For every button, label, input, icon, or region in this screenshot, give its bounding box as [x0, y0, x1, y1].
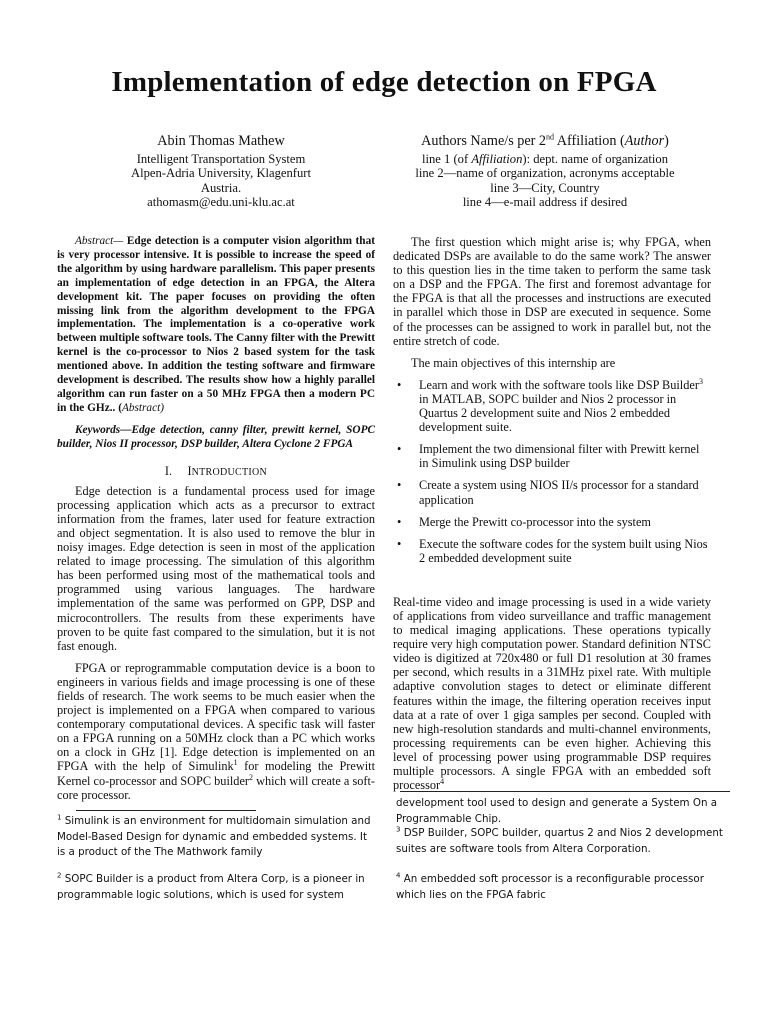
fpga-question-paragraph: The first question which might arise is; why FPGA, when dedicated DSPs are available to do the same work? The answer to this question lies in the time taken to perform the same task on a DSP and the FPGA. The first and foremost advantage for the FPGA is that all the processes and instructions are executed in parallel which those in DSP are executed in sequence. Some of the processes can be assigned to work in parallel but, not the entire stretch of code. [393, 235, 711, 348]
section-heading-introduction: I. INTRODUCTION [164, 463, 268, 478]
paper-title: Implementation of edge detection on FPGA [111, 66, 657, 98]
realtime-video-paragraph: Real-time video and image processing is used in a wide variety of applications from video surveillance and traffic management to medical imaging applications. These operations typically require very high computation power. Standard definition NTSC video is digitized at 720x480 or full D1 resolution at 30 frames per second, which results in a 31MHz pixel rate. With multiple adaptive convolution stages to detect or eliminate different features within the image, the filtering operation receives input data at a rate of over 1 giga samples per second. Coupled with new high-resolution standards and multi-channel environments, processing requirements can be even higher. Achieving this level of processing power using programmable DSP requires multiple processors. A single FPGA with an embedded soft processor$^4$ [393, 594, 711, 793]
keywords: Keywords—Edge detection, canny filter, prewitt kernel, SOPC builder, Nios II processor, DSP builder, Altera Cyclone 2 FPGA [57, 423, 375, 450]
list-item: • Implement the two dimensional filter with Prewitt kernel in Simulink using DSP builder [397, 442, 700, 471]
bullet-icon: • [397, 536, 402, 551]
right-column [393, 235, 711, 792]
left-column [57, 235, 375, 802]
footnote-rule-right [400, 791, 730, 792]
author-affiliation-line: Alpen-Adria University, Klagenfurt [131, 166, 311, 181]
bullet-icon: • [397, 478, 402, 493]
affiliation-line-1: line 1 (of Affiliation): dept. name of organization [422, 151, 668, 166]
affiliation-line-2: line 2—name of organization, acronyms acceptable [415, 166, 675, 181]
abstract: Abstract— Edge detection is a computer vision algorithm that is very processor intensive. It is possible to increase the speed of the algorithm by using hardware parallelism. This paper presents an implementation of edge detection in an FPGA, the Altera development kit. The paper focuses on providing the often missing link from the algorithm development to the FPGA implementation. The implementation is a co-operative work between multiple software tools. The Canny filter with the Prewitt kernel is the co-processor to Nios 2 based system for the task mentioned above. In addition the testing software and firmware development is described. The results show how a highly parallel algorithm can run faster on a 50 MHz FPGA then a modern PC in the GHz.. (Abstract) [57, 235, 375, 414]
footnote-rule-left [76, 810, 256, 811]
list-item: • Create a system using NIOS II/s processor for a standard application [397, 478, 699, 507]
bullet-icon: • [397, 442, 402, 457]
bullet-icon: • [397, 377, 402, 392]
footnote-2: $^2$ SOPC Builder is a product from Altera Corp, is a pioneer in programmable logic solutions, which is used for system [57, 871, 365, 901]
affiliation-line-4: line 4—e-mail address if desired [462, 195, 628, 210]
footnote-2-continued: development tool used to design and generate a System On a Programmable Chip. [396, 797, 718, 825]
list-item: • Merge the Prewitt co-processor into the system [397, 514, 651, 529]
footnote-1: $^1$ Simulink is an environment for multidomain simulation and Model-Based Design for dynamic and embedded systems. It is a product of the The Mathwork family [57, 813, 371, 858]
objectives-list [393, 378, 711, 565]
list-item: • Learn and work with the software tools like DSP Builder$^3$ in MATLAB, SOPC builder and Nios 2 processor in Quartus 2 development suite and Nios 2 embedded development suite. [397, 376, 703, 435]
bullet-icon: • [397, 514, 402, 529]
affiliation-line-3: line 3—City, Country [490, 180, 600, 195]
author-block-2 [380, 134, 710, 210]
objectives-intro: The main objectives of this internship are [411, 355, 616, 370]
intro-paragraph-1: Edge detection is a fundamental process used for image processing application which acts as a precursor to extract information from the frames, later used for feature extraction and object segmentation. It is also used to remove the blur in noisy images. Edge detection is seen in most of the application related to image processing. The simulation of this algorithm has been performed using most of the mathematical tools and programmed using various languages. The hardware implementation of the same was performed on GPP, DSP and microcontrollers. The results from these experiments have proven to be quite fast compared to the simulation, but it is not fast enough. [57, 483, 375, 653]
author-affiliation-line: Austria. [200, 180, 242, 195]
footnote-3: $^3$ DSP Builder, SOPC builder, quartus 2 and Nios 2 development suites are software tools from Altera Corporation. [396, 825, 723, 855]
intro-paragraph-2: FPGA or reprogrammable computation device is a boon to engineers in various fields and image processing is one of these fields of research. The work seems to be much easier when the project is implemented on a FPGA when compared to various contemporary computational devices. A specific task will faster on a FPGA running on a 50MHz clock than a PC which works on a clock in GHz [1]. Edge detection is implemented on an FPGA with the help of Simulink$^1$ for modeling the Prewitt Kernel co-processor and SOPC builder$^2$ which will create a soft-core processor. [57, 660, 375, 802]
author-name-placeholder: Authors Name/s per 2nd Affiliation (Author) [421, 132, 669, 149]
author-name: Abin Thomas Mathew [157, 133, 285, 149]
footnote-4: $^4$ An embedded soft processor is a reconfigurable processor which lies on the FPGA fabric [396, 871, 704, 901]
author-affiliation-line: Intelligent Transportation System [136, 151, 306, 166]
author-email: athomasm@edu.uni-klu.ac.at [147, 195, 295, 210]
list-item: • Execute the software codes for the system built using Nios 2 embedded development suite [397, 536, 708, 565]
author-block-1 [56, 134, 386, 210]
